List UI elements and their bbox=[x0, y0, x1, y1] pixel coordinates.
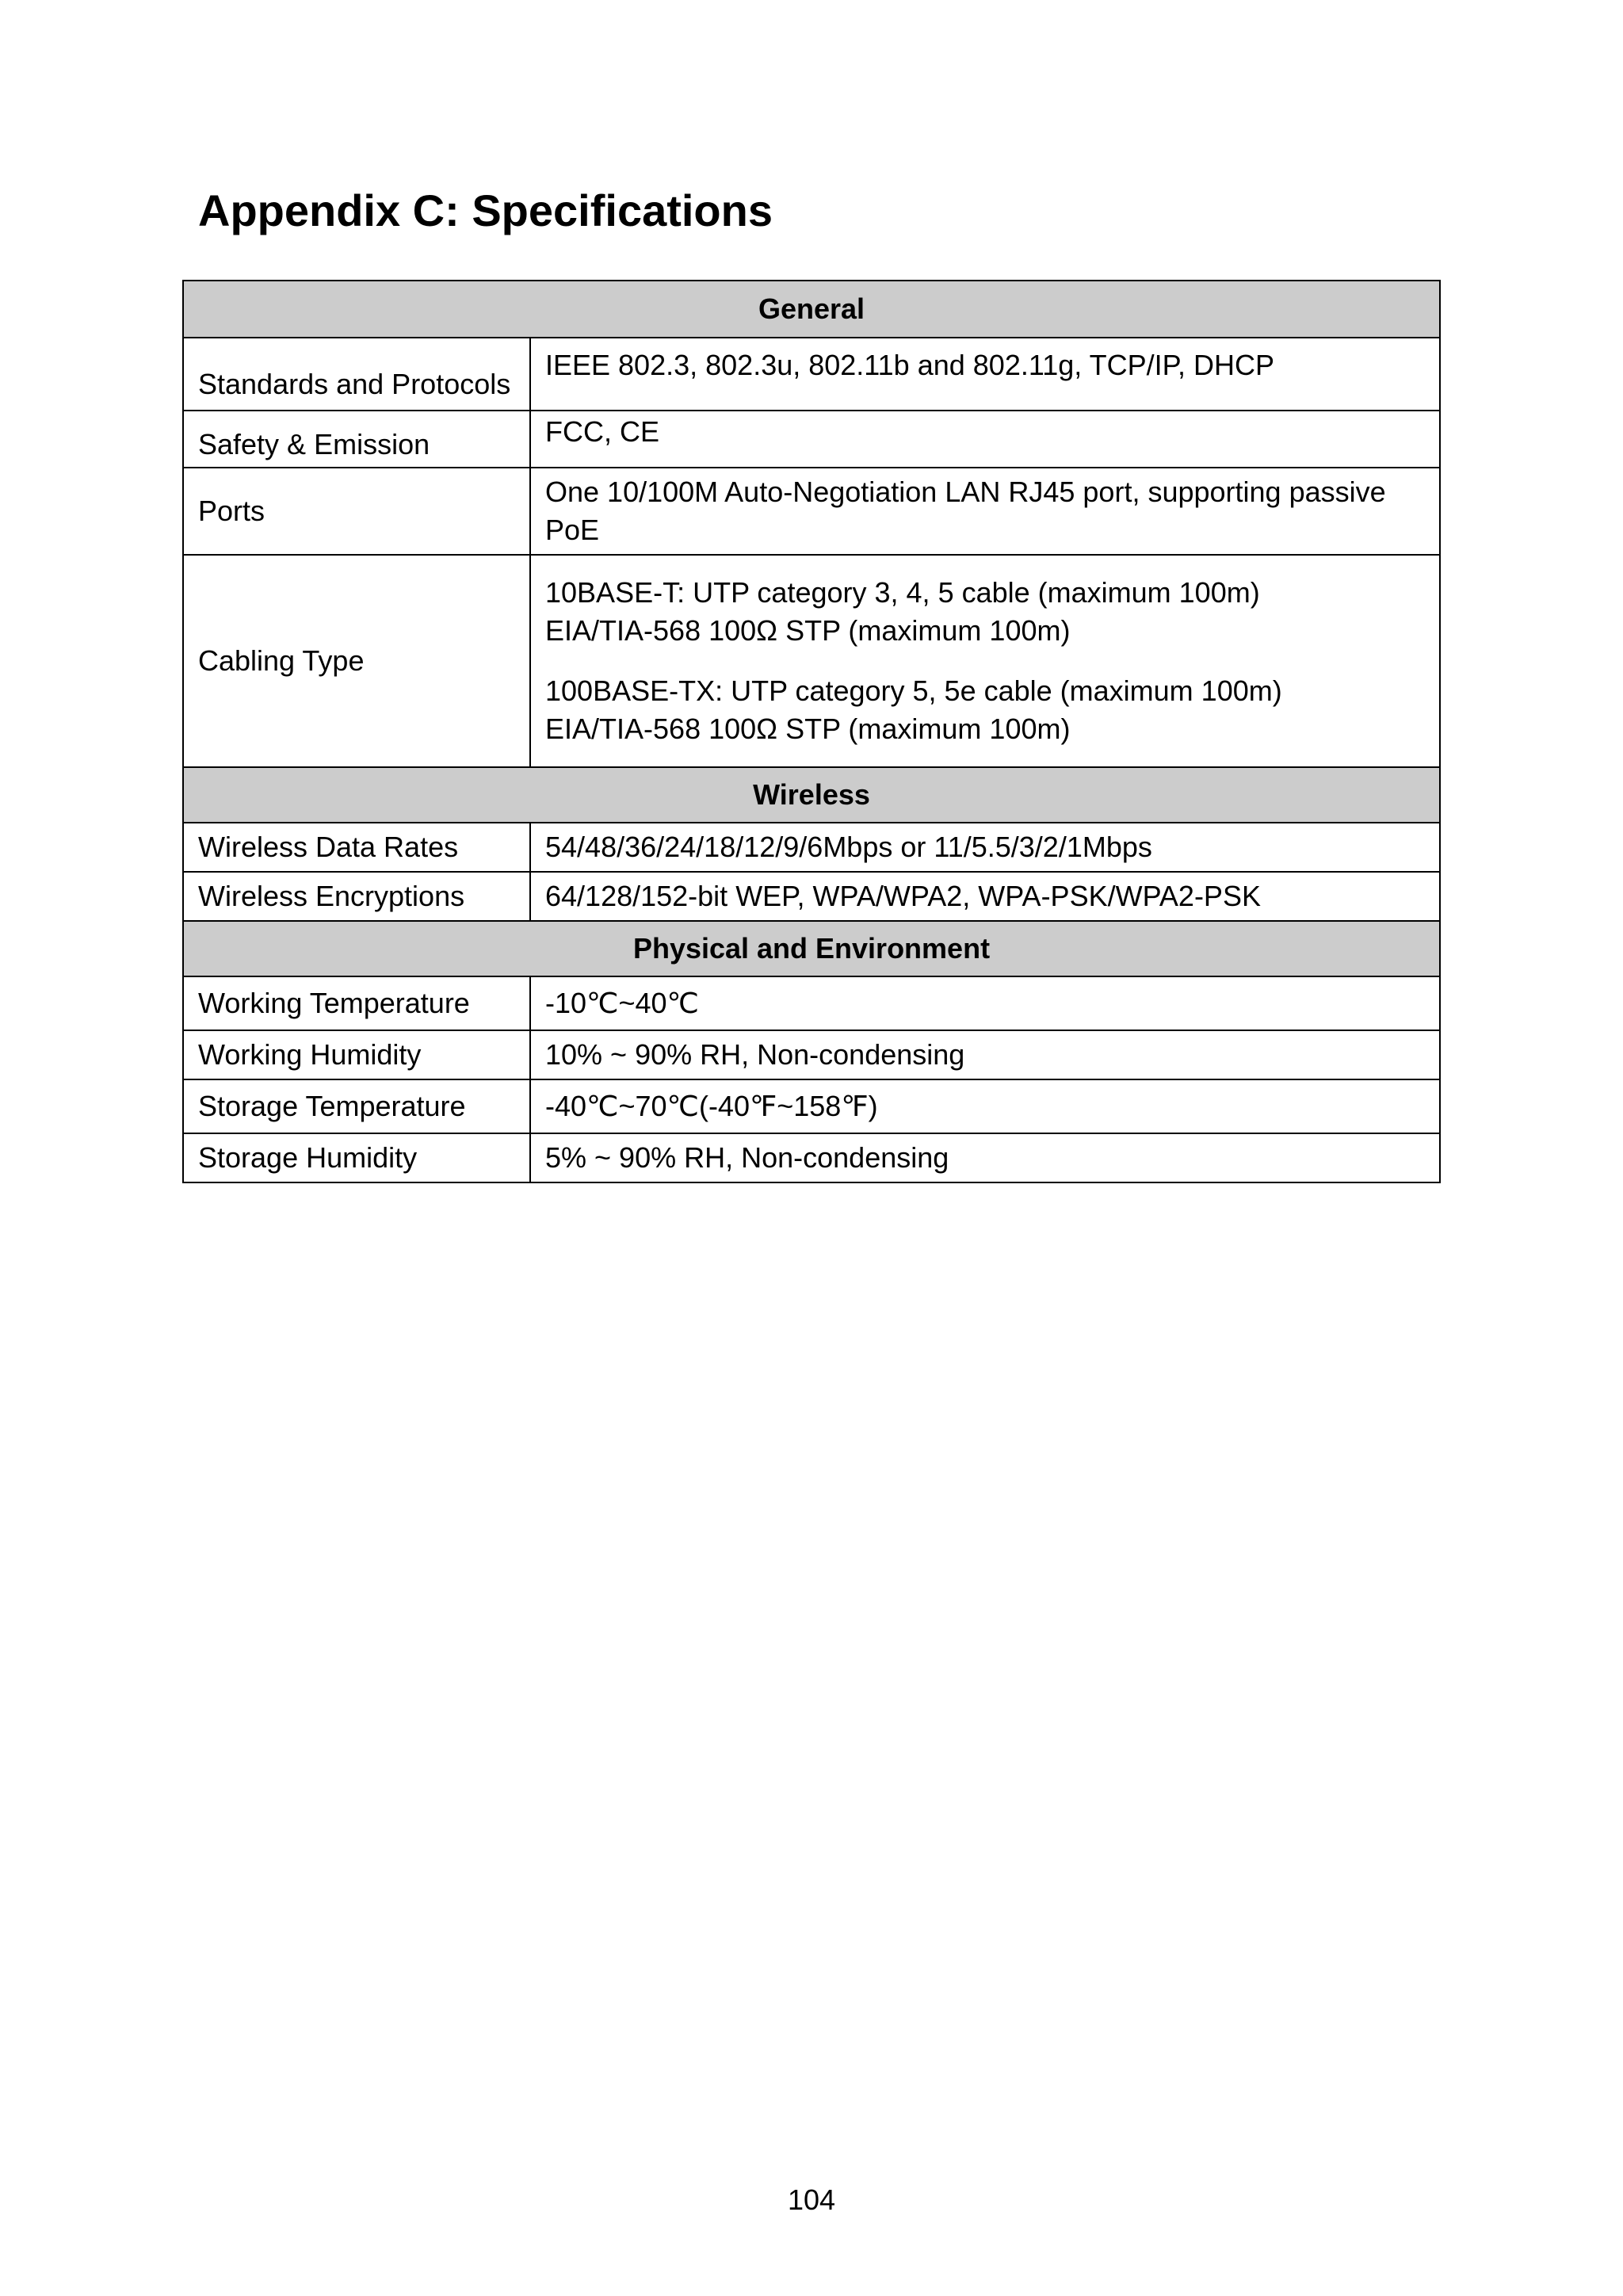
spec-value-group bbox=[545, 574, 1425, 650]
spec-value-line: PoE bbox=[545, 514, 600, 546]
page-title: Appendix C: Specifications bbox=[198, 185, 773, 235]
spec-label: Ports bbox=[183, 468, 530, 555]
spec-label: Standards and Protocols bbox=[183, 338, 530, 411]
spec-value: IEEE 802.3, 802.3u, 802.11b and 802.11g, TCP/IP, DHCP bbox=[530, 338, 1440, 411]
spec-label: Wireless Encryptions bbox=[183, 872, 530, 921]
spec-row-working-temperature bbox=[183, 976, 1440, 1030]
spec-label: Wireless Data Rates bbox=[183, 823, 530, 872]
spec-row-safety bbox=[183, 411, 1440, 468]
spec-value bbox=[530, 555, 1440, 767]
spec-row-encryptions bbox=[183, 872, 1440, 921]
spec-label: Cabling Type bbox=[183, 555, 530, 767]
section-heading: General bbox=[183, 281, 1440, 338]
spec-value: -10℃~40℃ bbox=[530, 976, 1440, 1030]
page-number: 104 bbox=[787, 2183, 836, 2216]
spec-label: Safety & Emission bbox=[183, 411, 530, 468]
section-header-physical bbox=[183, 921, 1440, 976]
section-heading: Physical and Environment bbox=[183, 921, 1440, 976]
section-heading: Wireless bbox=[183, 767, 1440, 823]
spec-row-storage-temperature bbox=[183, 1079, 1440, 1133]
specifications-table bbox=[182, 280, 1441, 1183]
spec-value bbox=[530, 468, 1440, 555]
spec-value: FCC, CE bbox=[530, 411, 1440, 468]
spec-value: 10% ~ 90% RH, Non-condensing bbox=[530, 1030, 1440, 1079]
spec-value-line: EIA/TIA-568 100Ω STP (maximum 100m) bbox=[545, 712, 1071, 745]
spec-row-working-humidity bbox=[183, 1030, 1440, 1079]
spec-label: Working Temperature bbox=[183, 976, 530, 1030]
spec-value-group bbox=[545, 672, 1425, 748]
spec-label: Storage Humidity bbox=[183, 1133, 530, 1182]
spec-value: -40℃~70℃(-40℉~158℉) bbox=[530, 1079, 1440, 1133]
spec-row-ports bbox=[183, 468, 1440, 555]
spec-value-line: 10BASE-T: UTP category 3, 4, 5 cable (maximum 100m) bbox=[545, 576, 1260, 609]
spec-value-line: 100BASE-TX: UTP category 5, 5e cable (maximum 100m) bbox=[545, 674, 1282, 707]
spec-label: Working Humidity bbox=[183, 1030, 530, 1079]
spec-value: 64/128/152-bit WEP, WPA/WPA2, WPA-PSK/WPA2-PSK bbox=[530, 872, 1440, 921]
section-header-general bbox=[183, 281, 1440, 338]
spec-value-line: One 10/100M Auto-Negotiation LAN RJ45 port, supporting passive bbox=[545, 476, 1386, 508]
spec-row-standards bbox=[183, 338, 1440, 411]
spec-row-data-rates bbox=[183, 823, 1440, 872]
spec-row-storage-humidity bbox=[183, 1133, 1440, 1182]
spec-value: 5% ~ 90% RH, Non-condensing bbox=[530, 1133, 1440, 1182]
section-header-wireless bbox=[183, 767, 1440, 823]
spec-row-cabling bbox=[183, 555, 1440, 767]
spec-label: Storage Temperature bbox=[183, 1079, 530, 1133]
spec-value-line: EIA/TIA-568 100Ω STP (maximum 100m) bbox=[545, 614, 1071, 647]
spec-value: 54/48/36/24/18/12/9/6Mbps or 11/5.5/3/2/1Mbps bbox=[530, 823, 1440, 872]
